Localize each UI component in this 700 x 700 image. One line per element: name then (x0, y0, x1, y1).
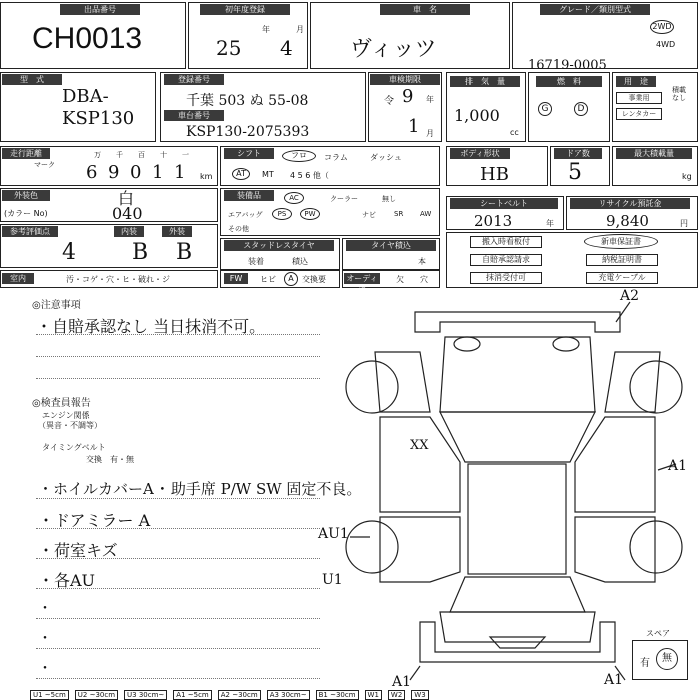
doors-value: 5 (568, 160, 582, 185)
legend-item: W3 (411, 690, 428, 700)
mark-a1-bottom-left: A1 (392, 674, 412, 690)
equip-ac: AC (284, 192, 304, 204)
shift-option-column: コラム (324, 153, 348, 162)
body-label: ボディ形状 (450, 148, 510, 159)
notes-line-1: ・自賠承認なし 当日抹消不可。 (36, 317, 266, 336)
seatbelt-label: シートベルト (450, 198, 558, 209)
legend-item: A1 ~5cm (173, 690, 211, 700)
capacity-unit: kg (682, 172, 692, 181)
purpose-side-1: 積載 (672, 86, 686, 94)
recycle-unit: 円 (680, 219, 688, 228)
fender-left (375, 352, 430, 412)
equip-pw: PW (300, 208, 320, 220)
equip-other: その他 (228, 225, 249, 233)
door-front-right (575, 417, 655, 512)
inspector-item-1: ・ホイルカバーA ･ 助手席 P/W SW 固定不良。 (38, 480, 362, 498)
first-reg-year: 25 (216, 36, 242, 60)
grade-label: グレード／類別型式 (540, 4, 650, 15)
legend-item: B1 ~30cm (316, 690, 359, 700)
mileage-unit-2: 百 (138, 151, 145, 159)
car-diagram (340, 292, 700, 686)
door-rear-right (575, 517, 655, 582)
equip-none: 無し (382, 195, 396, 203)
roof (468, 464, 566, 574)
inspection-year-label: 年 (426, 95, 434, 104)
displacement-unit: cc (510, 128, 519, 137)
legend-item: W2 (388, 690, 405, 700)
legend-bar (30, 690, 700, 700)
first-reg-year-label: 年 (262, 25, 270, 34)
recycle-value: 9,840 (606, 212, 649, 230)
inspector-item-6: ・ (38, 631, 52, 647)
door-rear-left (380, 517, 460, 582)
headlight-left (454, 337, 480, 351)
lot-number: CH0013 (32, 22, 143, 55)
inspector-rule-2 (36, 528, 320, 529)
drive-2wd: 2WD (650, 20, 674, 34)
inspector-rule-1 (36, 498, 320, 499)
displacement-value: 1,000 (454, 106, 500, 125)
inspector-item-3: ・荷室キズ (38, 541, 118, 560)
color-name: 白 (118, 189, 135, 208)
lot-label: 出品番号 (60, 4, 140, 15)
chassis-value: KSP130-2075393 (186, 124, 310, 140)
mark-a2: A2 (620, 288, 640, 304)
displacement-label: 排 気 量 (450, 76, 520, 87)
inspector-item-4: ・各AU (38, 571, 96, 590)
wheel-front-left (346, 361, 398, 413)
inspector-rule-7 (36, 678, 320, 679)
pointer-a1-bottom-left (410, 666, 420, 680)
inspection-month-label: 月 (426, 129, 434, 138)
mileage-mark: マーク (34, 161, 55, 169)
mileage-digit-2: 0 (130, 162, 142, 183)
purpose-business: 事業用 (616, 92, 662, 104)
purpose-label: 用 途 (616, 76, 656, 87)
interior-label: 内装 (114, 226, 144, 237)
shift-mt: MT (262, 170, 274, 179)
audio-label: オーディオ (344, 273, 380, 284)
doc-warranty: 新車保証書 (584, 234, 658, 249)
eval-value: 4 (62, 240, 76, 265)
notes-title: ◎注意事項 (32, 300, 81, 311)
exterior-value: B (176, 240, 193, 265)
color-code-label: (カラー No) (4, 209, 48, 218)
fw-hibi: ヒビ (260, 275, 276, 284)
legend-item: U3 30cm~ (124, 690, 167, 700)
mileage-digit-4: 1 (174, 162, 186, 183)
doors-label: ドア数 (554, 148, 602, 159)
car-name-label: 車 名 (380, 4, 470, 15)
inspector-item-7: ・ (38, 661, 52, 677)
shift-option-dash: ダッシュ (370, 153, 402, 162)
equip-cooler: クーラー (330, 195, 358, 203)
model-label: 型 式 (2, 74, 62, 85)
notes-rule-3 (36, 378, 320, 379)
doc-insurance-request: 自賠承認請求 (470, 254, 542, 266)
inspector-rule-3 (36, 558, 320, 559)
fw-label: FW (224, 273, 248, 284)
mark-a1-right: A1 (668, 458, 688, 474)
interior-cond-options: 汚・コゲ・穴・ヒ・破れ・ジ (66, 275, 170, 284)
equip-label: 装備品 (224, 190, 274, 201)
purpose-rental: レンタカー (616, 108, 662, 120)
audio-kyaku: 穴 (420, 275, 428, 284)
mileage-digit-1: 9 (108, 162, 120, 183)
mileage-digit-3: 1 (152, 162, 164, 183)
stud-load: 積込 (292, 257, 308, 266)
notes-rule-2 (36, 356, 320, 357)
capacity-label: 最大積載量 (616, 148, 692, 159)
equip-aw: AW (420, 210, 432, 218)
interior-value: B (132, 240, 149, 265)
reg-no-label: 登録番号 (164, 74, 224, 85)
doc-charge-cable: 充電ケーブル (586, 272, 658, 284)
mark-au1: AU1 (318, 526, 349, 542)
grade-value: 16719-0005 (528, 58, 607, 73)
reg-no-value: 千葉 503 ぬ 55-08 (186, 93, 309, 109)
inspection-month: 1 (408, 116, 420, 137)
spare-no: 無 (656, 648, 678, 670)
mileage-unit-1: 千 (116, 151, 123, 159)
spare-yes: 有 (640, 658, 650, 669)
inspector-title: ◎検査員報告 (32, 398, 91, 409)
hood (440, 337, 595, 412)
mileage-unit-3: 十 (160, 151, 167, 159)
fw-replace: 交換要 (302, 275, 326, 284)
inspector-rule-6 (36, 648, 320, 649)
first-reg-label: 初年度登録 (200, 4, 290, 15)
equip-airbag: エアバッグ (228, 211, 263, 219)
recycle-label: リサイクル預託金 (570, 198, 690, 209)
engine-sub: （異音・不調等） (38, 421, 102, 430)
inspector-item-2: ・ドアミラー A (38, 511, 151, 530)
seatbelt-year: 2013 (474, 212, 513, 230)
legend-item: A3 30cm~ (267, 690, 310, 700)
equip-navi: ナビ (362, 211, 376, 219)
timing-value: 交換 有・無 (86, 455, 134, 464)
legend-item: U1 ~5cm (30, 690, 69, 700)
wheel-rear-right (630, 521, 682, 573)
front-bumper (415, 312, 620, 332)
inspector-rule-5 (36, 618, 320, 619)
interior-cond-label: 室内 (2, 273, 34, 284)
stud-label: スタッドレスタイヤ (224, 240, 334, 251)
mark-a1-bottom-right: A1 (604, 672, 624, 688)
equip-ps: PS (272, 208, 292, 220)
doc-cancellation: 抹消受付可 (470, 272, 542, 284)
notes-rule-1 (36, 334, 320, 335)
shift-label: シフト (224, 148, 274, 159)
inspection-era: 令 (384, 96, 394, 107)
purpose-side (666, 86, 692, 102)
shift-option-floor: フロ (282, 150, 316, 162)
tire-value: 本 (418, 257, 426, 266)
stud-install: 装着 (248, 257, 264, 266)
color-code: 040 (112, 204, 143, 223)
fuel-d: D (574, 102, 588, 116)
legend-item: W1 (365, 690, 382, 700)
model-value-1: DBA- (62, 86, 109, 107)
mileage-unit: km (200, 172, 213, 181)
fuel-label: 燃 料 (536, 76, 602, 87)
purpose-side-2: なし (672, 94, 686, 102)
doc-signboard: 搬入時看板付 (470, 236, 542, 248)
inspector-item-5: ・ (38, 601, 52, 617)
mileage-unit-0: 万 (94, 151, 101, 159)
mileage-unit-4: 一 (182, 151, 189, 159)
car-name: ヴィッツ (350, 37, 437, 62)
shift-at: AT (232, 168, 250, 180)
inspection-label: 車検期限 (370, 74, 440, 85)
first-reg-month: 4 (280, 36, 293, 60)
rear-window (450, 577, 585, 612)
tire-label: タイヤ積込 (346, 240, 436, 251)
headlight-right (553, 337, 579, 351)
first-reg-month-label: 月 (296, 25, 304, 34)
exterior-label: 外装 (162, 226, 192, 237)
doc-tax-cert: 納税証明書 (586, 254, 658, 266)
model-value-2: KSP130 (62, 108, 135, 129)
color-label: 外装色 (2, 190, 50, 201)
body-value: HB (480, 164, 509, 185)
legend-item: A2 ~30cm (218, 690, 261, 700)
engine-label: エンジン関係 (42, 411, 90, 420)
mark-xx: XX (410, 438, 429, 453)
fw-a: A (284, 272, 298, 286)
spare-label: スペア (646, 629, 670, 638)
mileage-digit-0: 6 (86, 162, 98, 183)
seatbelt-year-label: 年 (546, 219, 554, 228)
drive-4wd: 4WD (656, 40, 676, 49)
mileage-label: 走行距離 (2, 148, 50, 159)
mark-u1: U1 (322, 572, 343, 588)
shift-speeds: 4 5 6 他（ (290, 171, 329, 180)
wheel-rear-left (346, 521, 398, 573)
inspection-year: 9 (402, 86, 414, 107)
inspector-rule-4 (36, 588, 320, 589)
windshield (440, 412, 595, 462)
chassis-label: 車台番号 (164, 110, 224, 121)
legend-item: U2 ~30cm (75, 690, 118, 700)
timing-label: タイミングベルト (42, 443, 106, 452)
door-front-left (380, 417, 460, 512)
fuel-g: G (538, 102, 552, 116)
eval-label: 参考評価点 (2, 226, 58, 237)
audio-ketsu: 欠 (396, 275, 404, 284)
equip-sr: SR (394, 210, 404, 218)
